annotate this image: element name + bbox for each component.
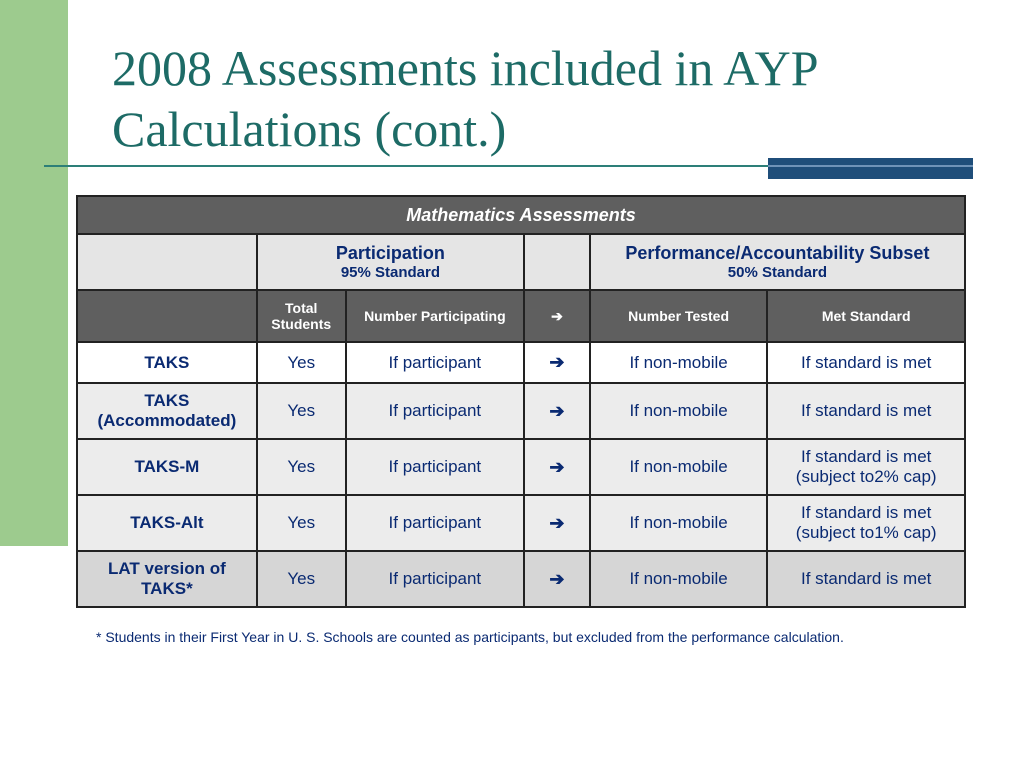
row-label: LAT version of TAKS* [77, 551, 257, 607]
performance-title: Performance/Accountability Subset [625, 243, 930, 263]
col-met-standard: Met Standard [767, 290, 965, 342]
col-total-students-line2: Students [271, 316, 332, 332]
table-row [77, 383, 965, 439]
title-line-1: 2008 Assessments included in AYP [112, 40, 819, 96]
arrow-icon: ➔ [524, 439, 590, 495]
col-total-students-line1: Total [285, 300, 318, 316]
table-row [77, 439, 965, 495]
group-header-empty [77, 234, 257, 290]
cell-met: If standard is met (subject to2% cap) [767, 439, 965, 495]
cell-participating: If participant [346, 342, 524, 383]
participation-group-header [257, 234, 524, 290]
column-header-row [77, 290, 965, 342]
left-accent-bar [0, 0, 68, 546]
participation-title: Participation [335, 243, 445, 263]
cell-tested: If non-mobile [590, 439, 768, 495]
title-divider-block [768, 158, 973, 179]
table-row [77, 342, 965, 383]
arrow-icon: ➔ [524, 383, 590, 439]
column-header-empty [77, 290, 257, 342]
col-number-participating: Number Participating [346, 290, 524, 342]
table-caption: Mathematics Assessments [77, 196, 965, 234]
arrow-icon: ➔ [524, 551, 590, 607]
group-header-row [77, 234, 965, 290]
cell-total: Yes [257, 383, 346, 439]
row-label: TAKS (Accommodated) [77, 383, 257, 439]
cell-met: If standard is met (subject to1% cap) [767, 495, 965, 551]
slide-title [112, 38, 992, 160]
mathematics-assessments-table [76, 195, 966, 608]
col-total-students [257, 290, 346, 342]
cell-total: Yes [257, 342, 346, 383]
row-label: TAKS [77, 342, 257, 383]
col-number-tested: Number Tested [590, 290, 768, 342]
footnote: * Students in their First Year in U. S. Schools are counted as participants, but excluded from the performance calculation. [96, 629, 844, 645]
performance-standard: 50% Standard [727, 264, 827, 281]
table-caption-row [77, 196, 965, 234]
cell-met: If standard is met [767, 383, 965, 439]
cell-participating: If participant [346, 551, 524, 607]
arrow-icon: ➔ [524, 342, 590, 383]
table-row [77, 551, 965, 607]
cell-total: Yes [257, 439, 346, 495]
cell-participating: If participant [346, 495, 524, 551]
title-divider-line [44, 165, 770, 167]
col-arrow-icon: ➔ [524, 290, 590, 342]
participation-standard: 95% Standard [340, 264, 441, 281]
cell-tested: If non-mobile [590, 495, 768, 551]
performance-group-header [590, 234, 965, 290]
title-line-2: Calculations (cont.) [112, 101, 507, 157]
cell-tested: If non-mobile [590, 383, 768, 439]
cell-tested: If non-mobile [590, 551, 768, 607]
table-row [77, 495, 965, 551]
cell-tested: If non-mobile [590, 342, 768, 383]
cell-total: Yes [257, 495, 346, 551]
cell-total: Yes [257, 551, 346, 607]
cell-participating: If participant [346, 383, 524, 439]
cell-met: If standard is met [767, 342, 965, 383]
row-label: TAKS-M [77, 439, 257, 495]
cell-met: If standard is met [767, 551, 965, 607]
group-header-arrow-spacer [524, 234, 590, 290]
arrow-icon: ➔ [524, 495, 590, 551]
cell-participating: If participant [346, 439, 524, 495]
row-label: TAKS-Alt [77, 495, 257, 551]
